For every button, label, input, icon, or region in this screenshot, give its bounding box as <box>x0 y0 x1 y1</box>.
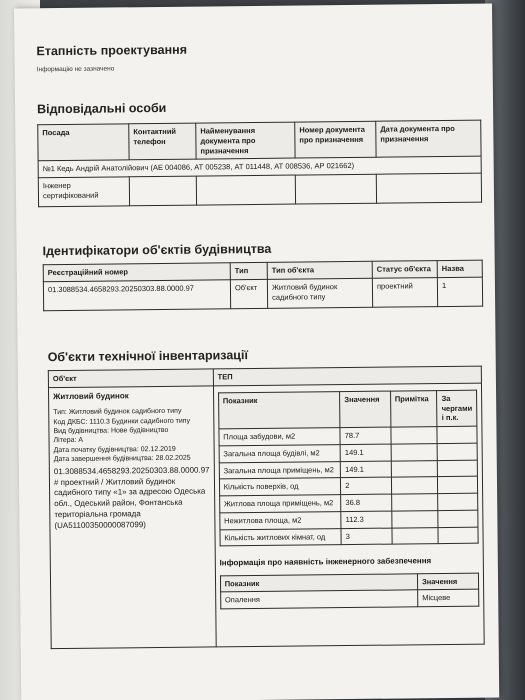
tep-value: 149.1 <box>340 461 391 478</box>
tep-table <box>218 389 479 546</box>
tep-note <box>391 460 438 477</box>
identifiers-header-status: Статус об'єкта <box>372 261 437 278</box>
persons-table <box>37 120 482 208</box>
engineering-title: Інформація про наявність інженерного забезпечення <box>219 556 432 568</box>
persons-header-doc-name: Найменування документа про призначення <box>196 122 295 159</box>
tep-indicator: Нежитлова площа, м2 <box>220 511 342 529</box>
tep-queues <box>438 510 478 527</box>
identifiers-header-name: Назва <box>437 260 482 277</box>
identifiers-header-reg-number: Реєстраційний номер <box>43 263 230 282</box>
inventory-table <box>48 366 485 649</box>
person-doc-date <box>376 173 481 203</box>
person-doc-number <box>295 174 376 204</box>
tep-cell <box>213 383 484 647</box>
tep-note <box>391 477 438 494</box>
persons-role-row <box>38 173 481 207</box>
stages-title: Етапність проектування <box>36 42 188 59</box>
persons-header-position: Посада <box>38 124 129 161</box>
identifier-status: проектний <box>372 277 437 307</box>
tep-queues <box>438 493 478 510</box>
persons-header-row <box>38 120 481 161</box>
object-title: Житловий будинок <box>53 391 129 401</box>
tep-note <box>392 527 439 544</box>
tep-value: 78.7 <box>340 427 391 444</box>
object-construction-kind: Вид будівництва: Нове будівництво <box>53 426 169 436</box>
tep-header-queues: За чергами і п.к. <box>437 390 477 427</box>
identifiers-header-object-type: Тип об'єкта <box>267 261 372 279</box>
person-role: Інженер сертифікований <box>38 177 129 207</box>
identifier-object-type: Житловий будинок садибного типу <box>267 278 372 308</box>
object-type: Тип: Житловий будинок садибного типу <box>53 407 182 417</box>
identifiers-table <box>43 260 483 311</box>
tep-note <box>391 427 438 444</box>
tep-header-note: Примітка <box>390 390 437 427</box>
tep-value: 149.1 <box>340 444 391 461</box>
tep-value: 2 <box>341 477 392 494</box>
identifier-type: Об'єкт <box>230 279 267 308</box>
tep-indicator: Загальна площа приміщень, м2 <box>219 461 341 479</box>
persons-header-doc-number: Номер документа про призначення <box>295 121 376 158</box>
identifiers-title: Ідентифікатори об'єктів будівництва <box>42 241 272 259</box>
identifier-reg-number: 01.3088534.4658293.20250303.88.0000.97 <box>43 280 230 311</box>
tep-indicator: Кількість поверхів, од <box>219 478 341 496</box>
engineering-value: Місцеве <box>418 590 479 607</box>
tep-queues <box>437 426 477 443</box>
persons-header-phone: Контактний телефон <box>129 123 196 160</box>
person-doc-name <box>196 175 295 205</box>
engineering-header-indicator: Показник <box>220 573 417 592</box>
persons-title: Відповідальні особи <box>36 100 167 117</box>
tep-queues <box>438 443 478 460</box>
tep-queues <box>438 527 478 544</box>
stages-note: Інформацію не зазначено <box>36 65 115 74</box>
engineering-table <box>220 572 480 609</box>
tep-indicator: Кількість житлових кімнат, од <box>220 528 342 546</box>
engineering-indicator: Опалення <box>220 590 417 609</box>
person-phone <box>129 176 196 206</box>
object-description: 01.3088534.4658293.20250303.88.0000.97 # проектний / Житловий будинок садибного типу «1» за адресою Одеська обл., Одеський район, Фонтанська територіальна громада (UA51100350000087099) <box>53 465 210 530</box>
inventory-header-tep: ТЕП <box>213 366 481 386</box>
tep-value: 112.3 <box>341 511 392 528</box>
tep-header-indicator: Показник <box>218 391 340 429</box>
tep-row <box>220 527 478 546</box>
object-start-date: Дата початку будівництва: 02.12.2019 <box>53 445 176 455</box>
identifiers-row <box>43 277 482 311</box>
document-page <box>14 3 499 700</box>
object-end-date: Дата завершення будівництва: 28.02.2025 <box>53 455 191 464</box>
identifier-name: 1 <box>437 277 482 306</box>
tep-note <box>391 494 438 511</box>
tep-note <box>391 443 438 460</box>
inventory-body-row <box>48 383 484 649</box>
tep-queues <box>438 460 478 477</box>
tep-header-row <box>218 390 477 429</box>
person-line: №1 Кедь Андрій Анатолійович (АЕ 004086, АТ 005238, АТ 011448, АТ 008536, АР 021662) <box>38 156 481 177</box>
tep-value: 36.8 <box>341 494 392 511</box>
engineering-header-value: Значення <box>417 573 478 590</box>
tep-header-value: Значення <box>340 391 391 428</box>
tep-value: 3 <box>341 528 392 545</box>
tep-indicator: Площа забудови, м2 <box>219 428 341 446</box>
object-letter: Літера: А <box>53 437 84 445</box>
tep-queues <box>438 476 478 493</box>
tep-indicator: Загальна площа будівлі, м2 <box>219 444 341 462</box>
object-dkbs-code: Код ДКБС: 1110.3 Будинки садибного типу <box>53 417 191 426</box>
persons-header-doc-date: Дата документа про призначення <box>376 120 481 157</box>
object-cell <box>48 386 215 649</box>
identifiers-header-type: Тип <box>230 262 267 279</box>
inventory-header-object: Об'єкт <box>48 369 213 387</box>
inventory-title: Об'єкти технічної інвентаризації <box>47 348 249 365</box>
tep-note <box>392 510 439 527</box>
engineering-row <box>220 590 478 609</box>
tep-indicator: Житлова площа приміщень, м2 <box>219 495 341 513</box>
